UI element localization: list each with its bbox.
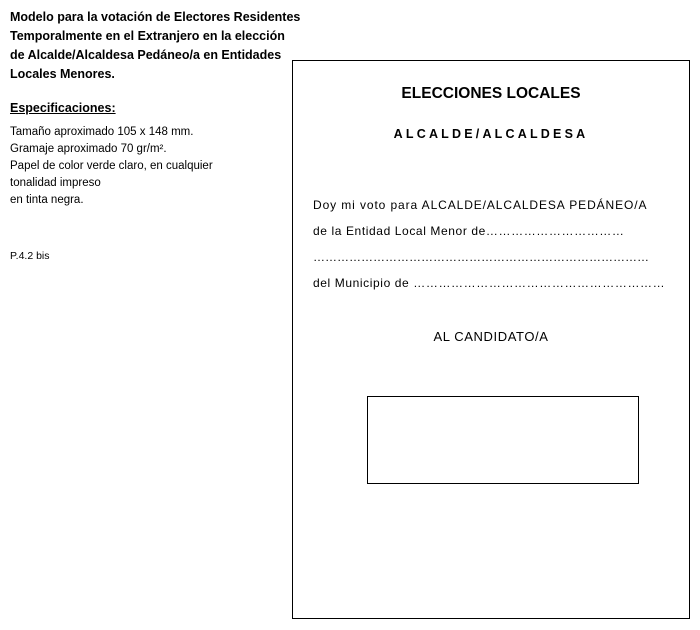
ballot-title: ELECCIONES LOCALES: [401, 85, 581, 102]
spec-line: Papel de color verde claro, en cualquier: [10, 160, 213, 172]
candidate-label: AL CANDIDATO/A: [433, 329, 549, 344]
candidate-name-box: [367, 396, 639, 484]
spec-line: Gramaje aproximado 70 gr/m².: [10, 143, 167, 155]
ballot-municipality-line: del Municipio de ……………………………………………………: [313, 276, 666, 290]
ballot-sample: [292, 60, 690, 619]
specifications-list: [10, 124, 213, 209]
heading-line: Temporalmente en el Extranjero en la elección: [10, 29, 285, 43]
heading-line: Locales Menores.: [10, 67, 115, 81]
heading-line: de Alcalde/Alcaldesa Pedáneo/a en Entidades: [10, 48, 282, 62]
spec-line: en tinta negra.: [10, 194, 84, 206]
heading-line: Modelo para la votación de Electores Residentes: [10, 10, 301, 24]
spec-line: tonalidad impreso: [10, 177, 101, 189]
ballot-subtitle: ALCALDE/ALCALDESA: [393, 127, 589, 141]
ballot-dotted-line: …………………………………………………………………………: [313, 250, 649, 264]
document-heading: [10, 8, 301, 84]
specifications-title: Especificaciones:: [10, 101, 116, 115]
ballot-entity-line: de la Entidad Local Menor de……………………………: [313, 224, 625, 238]
model-code: P.4.2 bis: [10, 250, 50, 262]
ballot-vote-line: Doy mi voto para ALCALDE/ALCALDESA PEDÁNEO/A: [313, 198, 648, 212]
spec-line: Tamaño aproximado 105 x 148 mm.: [10, 126, 194, 138]
